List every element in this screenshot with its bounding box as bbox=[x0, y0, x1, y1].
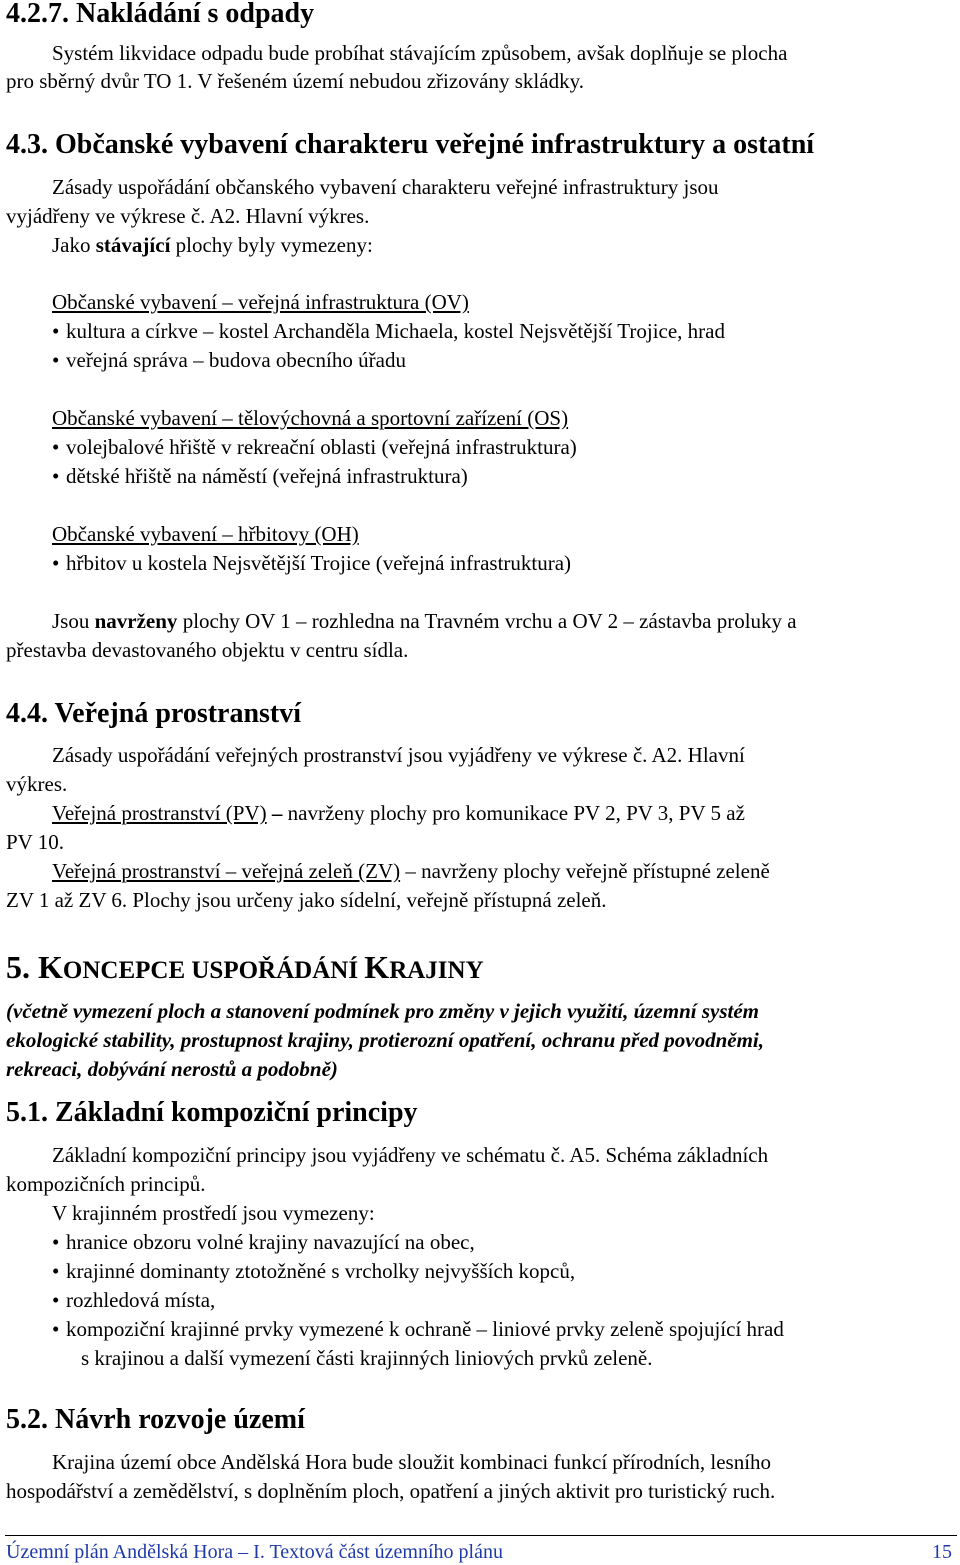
pv-label: Veřejná prostranství (PV) bbox=[52, 801, 267, 825]
composition-line1: Základní kompoziční principy jsou vyjádřeny ve schématu č. A5. Schéma základních bbox=[52, 1143, 769, 1167]
heading-5 bbox=[6, 948, 484, 990]
list-item-composition-elements-cont: s krajinou a další vymezení části krajinných liniových prvků zeleně. bbox=[81, 1346, 653, 1370]
heading-5-number: 5. bbox=[6, 949, 38, 985]
pv-line1 bbox=[52, 799, 745, 827]
landscape-intro: V krajinném prostředí jsou vymezeny: bbox=[52, 1201, 375, 1225]
proposed-line2: přestavba devastovaného objektu v centru sídla. bbox=[6, 638, 409, 662]
page-number: 15 bbox=[932, 1541, 952, 1563]
heading-4-2-7: 4.2.7. Nakládání s odpady bbox=[6, 0, 315, 29]
list-item-dominants: • krajinné dominanty ztotožněné s vrcholky nejvyšších kopců, bbox=[52, 1257, 575, 1285]
footer-divider bbox=[5, 1535, 957, 1536]
zv-line1 bbox=[52, 857, 770, 885]
composition-line2: kompozičních principů. bbox=[6, 1172, 206, 1196]
footer-title: Územní plán Andělská Hora – I. Textová část územního plánu bbox=[6, 1541, 503, 1563]
paragraph-public-line1: Zásady uspořádání veřejných prostranství jsou vyjádřeny ve výkrese č. A2. Hlavní bbox=[52, 743, 745, 767]
list-item-playground: • dětské hřiště na náměstí (veřejná infrastruktura) bbox=[52, 462, 468, 490]
list-item-viewpoints: • rozhledová místa, bbox=[52, 1286, 215, 1314]
paragraph-civic-line1: Zásady uspořádání občanského vybavení charakteru veřejné infrastruktury jsou bbox=[52, 175, 719, 199]
heading-5-rest2: RAJINY bbox=[389, 957, 484, 984]
zv-text: – navrženy plochy veřejně přístupné zeleně bbox=[400, 859, 770, 883]
list-item-cemetery: • hřbitov u kostela Nejsvětější Trojice (veřejná infrastruktura) bbox=[52, 549, 571, 577]
intro-line3: rekreaci, dobývání nerostů a podobně) bbox=[6, 1057, 338, 1081]
heading-5-2: 5.2. Návrh rozvoje území bbox=[6, 1404, 305, 1435]
paragraph-public-line2: výkres. bbox=[6, 772, 68, 796]
proposed-line1 bbox=[52, 607, 797, 635]
heading-5-rest1: ONCEPCE USPOŘÁDÁNÍ bbox=[62, 957, 365, 984]
group-title-ov: Občanské vybavení – veřejná infrastruktura (OV) bbox=[52, 290, 469, 314]
proposed-post: plochy OV 1 – rozhledna na Travném vrchu a OV 2 – zástavba proluky a bbox=[177, 609, 797, 633]
heading-5-k: K bbox=[38, 949, 63, 985]
existing-intro bbox=[52, 231, 373, 259]
proposed-pre: Jsou bbox=[52, 609, 95, 633]
paragraph-waste-line2: pro sběrný dvůr TO 1. V řešeném území nebudou zřizovány skládky. bbox=[6, 69, 584, 93]
list-item-volleyball: • volejbalové hřiště v rekreační oblasti (veřejná infrastruktura) bbox=[52, 433, 577, 461]
development-line2: hospodářství a zemědělství, s doplněním ploch, opatření a jiných aktivit pro turistický ruch. bbox=[6, 1479, 776, 1503]
existing-pre: Jako bbox=[52, 233, 96, 257]
development-line1: Krajina území obce Andělská Hora bude sloužit kombinaci funkcí přírodních, lesního bbox=[52, 1450, 772, 1474]
group-title-os: Občanské vybavení – tělovýchovná a sportovní zařízení (OS) bbox=[52, 406, 569, 430]
paragraph-waste-line1: Systém likvidace odpadu bude probíhat stávajícím způsobem, avšak doplňuje se plocha bbox=[52, 41, 788, 65]
existing-bold: stávající bbox=[95, 233, 171, 257]
pv-line2: PV 10. bbox=[6, 830, 64, 854]
heading-4-4: 4.4. Veřejná prostranství bbox=[6, 698, 302, 729]
list-item-culture: • kultura a církve – kostel Archanděla Michaela, kostel Nejsvětější Trojice, hrad bbox=[52, 317, 725, 345]
zv-label: Veřejná prostranství – veřejná zeleň (ZV) bbox=[52, 859, 401, 883]
pv-text: navrženy plochy pro komunikace PV 2, PV 3, PV 5 až bbox=[287, 801, 745, 825]
paragraph-civic-line2: vyjádřeny ve výkrese č. A2. Hlavní výkres. bbox=[6, 204, 370, 228]
pv-dash: – bbox=[266, 801, 288, 825]
intro-line1: (včetně vymezení ploch a stanovení podmínek pro změny v jejich využití, územní systém bbox=[6, 999, 760, 1023]
zv-line2: ZV 1 až ZV 6. Plochy jsou určeny jako sídelní, veřejně přístupná zeleň. bbox=[6, 888, 607, 912]
heading-4-3: 4.3. Občanské vybavení charakteru veřejné infrastruktury a ostatní bbox=[6, 129, 815, 160]
existing-post: plochy byly vymezeny: bbox=[170, 233, 373, 257]
proposed-bold: navrženy bbox=[94, 609, 178, 633]
heading-5-k2: K bbox=[364, 949, 390, 985]
list-item-horizon: • hranice obzoru volné krajiny navazující na obec, bbox=[52, 1228, 475, 1256]
heading-5-1: 5.1. Základní kompoziční principy bbox=[6, 1097, 418, 1128]
list-item-administration: • veřejná správa – budova obecního úřadu bbox=[52, 346, 406, 374]
group-title-oh: Občanské vybavení – hřbitovy (OH) bbox=[52, 522, 359, 546]
list-item-composition-elements: • kompoziční krajinné prvky vymezené k ochraně – liniové prvky zeleně spojující hrad bbox=[52, 1315, 784, 1343]
intro-line2: ekologické stability, prostupnost krajiny, protierozní opatření, ochranu před povodněmi, bbox=[6, 1028, 764, 1052]
